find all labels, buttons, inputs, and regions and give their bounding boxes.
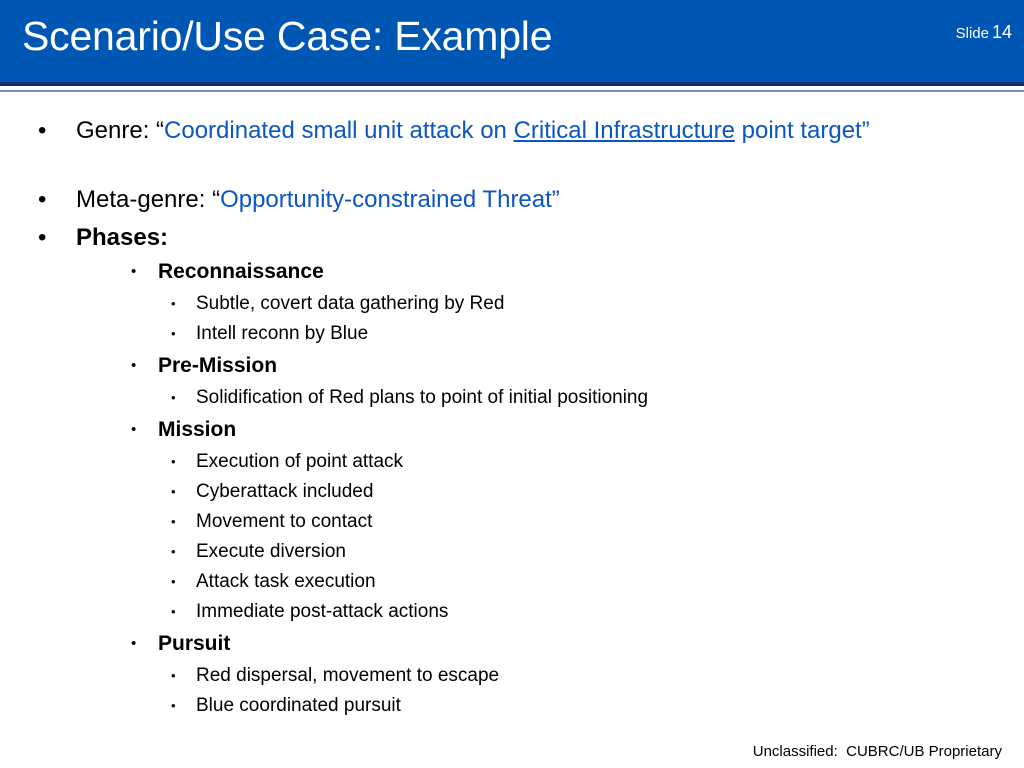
bullet-meta-genre-text — [76, 185, 936, 214]
bullet-marker: • — [171, 574, 176, 589]
bullet-marker: • — [171, 544, 176, 559]
phase-item-text: Attack task execution — [196, 571, 376, 592]
phase-name: Pre-Mission — [158, 354, 278, 377]
bullet-marker: • — [171, 514, 176, 529]
phase-name: Pursuit — [158, 632, 231, 655]
slide-title: Scenario/Use Case: Example — [22, 13, 553, 59]
bullet-marker: • — [171, 390, 176, 405]
phase-item-text: Cyberattack included — [196, 481, 374, 502]
slide-number-value: 14 — [991, 22, 1012, 42]
bullet-marker: • — [171, 604, 176, 619]
genre-critical-infrastructure-link[interactable]: Critical Infrastructure — [513, 117, 735, 144]
phase-name: Mission — [158, 418, 237, 441]
bullet-marker: • — [171, 698, 176, 713]
bullet-marker: • — [171, 296, 176, 311]
phase-item-text: Intell reconn by Blue — [196, 323, 369, 344]
phase-name: Reconnaissance — [158, 260, 324, 283]
phase-item-text: Movement to contact — [196, 511, 373, 532]
phase-item-text: Solidification of Red plans to point of initial positioning — [196, 387, 649, 408]
bullet-marker: • — [38, 186, 47, 213]
phase-item-text: Execute diversion — [196, 541, 346, 562]
meta-genre-label: Meta-genre: “ — [76, 186, 221, 213]
phases-heading: Phases: — [76, 224, 169, 251]
bullet-marker: • — [171, 326, 176, 341]
genre-value-part1: Coordinated small unit attack on — [164, 117, 514, 144]
slide-number-label: Slide — [955, 25, 989, 42]
bullet-marker: • — [171, 454, 176, 469]
genre-value-part2: point target” — [734, 117, 870, 144]
bullet-marker: • — [131, 421, 137, 438]
genre-label: Genre: “ — [76, 117, 165, 144]
phase-item-text: Immediate post-attack actions — [196, 601, 449, 622]
bullet-marker: • — [38, 117, 47, 144]
phase-item-text: Red dispersal, movement to escape — [196, 665, 500, 686]
meta-genre-value: Opportunity-constrained Threat” — [220, 186, 560, 213]
bullet-genre-text — [76, 116, 936, 145]
classification-footer: Unclassified: CUBRC/UB Proprietary — [752, 743, 1002, 760]
bullet-marker: • — [171, 668, 176, 683]
bullet-marker: • — [38, 224, 47, 251]
bullet-marker: • — [131, 357, 137, 374]
bullet-marker: • — [131, 263, 137, 280]
phase-item-text: Execution of point attack — [196, 451, 404, 472]
phase-item-text: Blue coordinated pursuit — [196, 695, 401, 716]
bullet-marker: • — [171, 484, 176, 499]
phase-item-text: Subtle, covert data gathering by Red — [196, 293, 505, 314]
bullet-marker: • — [131, 635, 137, 652]
